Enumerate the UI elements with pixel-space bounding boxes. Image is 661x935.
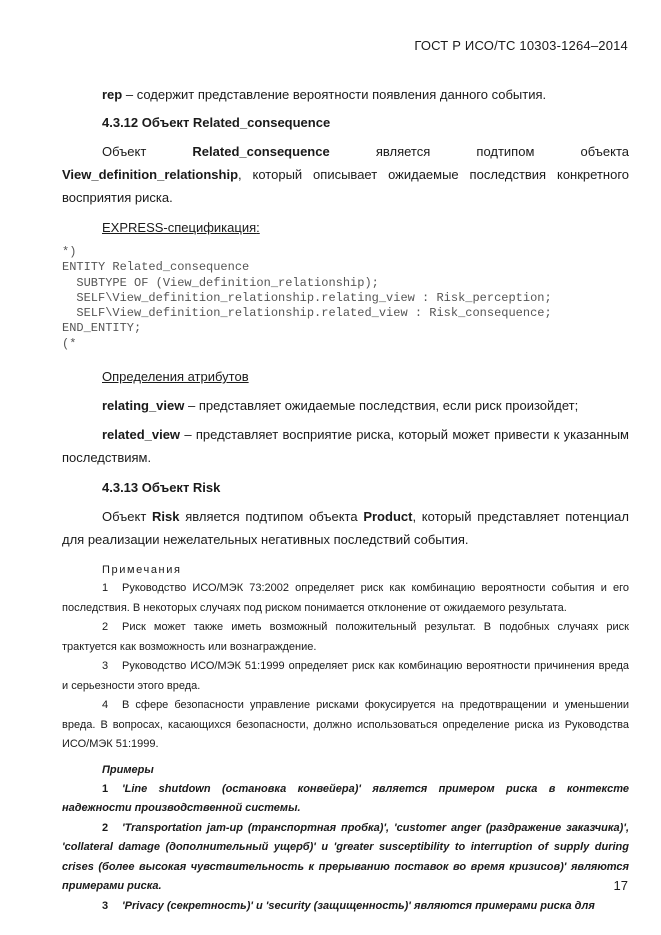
note-number: 2 <box>102 621 109 634</box>
rep-description: – содержит представление вероятности появления данного события. <box>122 87 547 102</box>
attribute-related-view <box>62 423 629 469</box>
page-header-standard-code: ГОСТ Р ИСО/ТС 10303-1264–2014 <box>414 38 628 53</box>
express-spec-label-text: EXPRESS-спецификация <box>102 220 257 235</box>
entity-name: Risk <box>152 509 180 525</box>
code-line: SUBTYPE OF (View_definition_relationship); <box>62 275 379 290</box>
note-text: В сфере безопасности управление рисками фокусируется на предотвращении и уменьшении вреда. В вопросах, касающихся безопасности, должно использоваться определение риска из Руководства ИСО/МЭК 51:1999. <box>62 699 629 751</box>
intro-text-c: , который описывает ожидаемые последствия конкретного восприятия риска. <box>62 167 629 205</box>
note-item <box>62 579 629 618</box>
example-text: 'Transportation jam-up (транспортная пробка)', 'customer anger (раздражение заказчика)', 'collateral damage (дополнительный ущерб)' и 'greater susceptibility to interruption of supply during crises (более высокая чувствительность к прерыванию поставок во время кризисов)' являются примерами риска. <box>62 821 629 893</box>
note-number: 1 <box>102 582 109 595</box>
example-number: 3 <box>102 899 109 912</box>
note-text: Руководство ИСО/МЭК 73:2002 определяет риск как комбинацию вероятности события и его последствия. В некоторых случаях под риском понимается отклонение от ожидаемого результата. <box>62 582 629 614</box>
examples-heading: Примеры <box>102 763 154 776</box>
note-item <box>62 696 629 755</box>
example-item <box>62 780 629 819</box>
notes-heading: Примечания <box>102 564 182 577</box>
attribute-description: – представляет ожидаемые последствия, если риск произойдет; <box>184 398 579 414</box>
note-number: 4 <box>102 699 109 712</box>
intro-text-b: является подтипом объекта <box>179 509 364 525</box>
attribute-relating-view <box>62 394 629 417</box>
example-number: 1 <box>102 782 109 795</box>
code-line: *) <box>62 245 77 259</box>
attribute-name: related_view <box>102 427 181 443</box>
example-text: 'Line shutdown (остановка конвейера)' является примером риска в контексте надежности производственной системы. <box>62 782 629 815</box>
example-text: 'Privacy (секретность)' и 'security (защищенность)' являются примерами риска для <box>122 899 595 912</box>
risk-intro <box>62 505 629 551</box>
entity-name: Related_consequence <box>192 144 330 159</box>
attribute-definitions-heading <box>62 366 629 388</box>
attribute-name: relating_view <box>102 398 185 414</box>
note-number: 3 <box>102 660 109 673</box>
express-code-block <box>62 245 629 352</box>
related-consequence-intro <box>62 140 629 209</box>
rep-attribute-line <box>62 83 629 106</box>
note-item <box>62 657 629 696</box>
note-text: Риск может также иметь возможный положительный результат. В подобных случаях риск трактуется как возможность или вознаграждение. <box>62 621 629 653</box>
code-line: ENTITY Related_consequence <box>62 260 250 275</box>
express-spec-colon: : <box>256 220 260 235</box>
attribute-description: – представляет восприятие риска, который может привести к указанным последствиям. <box>62 427 629 466</box>
note-item <box>62 618 629 657</box>
intro-text-a: Объект <box>102 144 193 159</box>
supertype-name: Product <box>363 509 413 525</box>
code-line: (* <box>62 336 77 351</box>
supertype-name: View_definition_relationship <box>62 167 239 182</box>
attribute-definitions-heading-text: Определения атрибутов <box>102 369 249 385</box>
note-text: Руководство ИСО/МЭК 51:1999 определяет риск как комбинацию вероятности причинения вреда и серьезности этого вреда. <box>62 660 629 692</box>
rep-term: rep <box>102 87 123 102</box>
document-body <box>62 83 629 916</box>
intro-text-b: является подтипом объекта <box>329 144 630 159</box>
section-4-3-13-heading: 4.3.13 Объект Risk <box>102 480 221 496</box>
example-item <box>62 819 629 897</box>
code-line: SELF\View_definition_relationship.related_view : Risk_consequence; <box>62 306 552 321</box>
example-item <box>62 897 629 917</box>
code-line: END_ENTITY; <box>62 321 142 336</box>
code-line: SELF\View_definition_relationship.relating_view : Risk_perception; <box>62 290 552 305</box>
example-number: 2 <box>102 821 109 834</box>
page-number: 17 <box>613 878 628 893</box>
intro-text-c: , который представляет потенциал для реализации нежелательных негативных последствий события. <box>62 509 629 548</box>
section-4-3-12-heading: 4.3.12 Объект Related_consequence <box>102 115 331 130</box>
intro-text-a: Объект <box>102 509 153 525</box>
express-spec-label <box>62 217 629 239</box>
